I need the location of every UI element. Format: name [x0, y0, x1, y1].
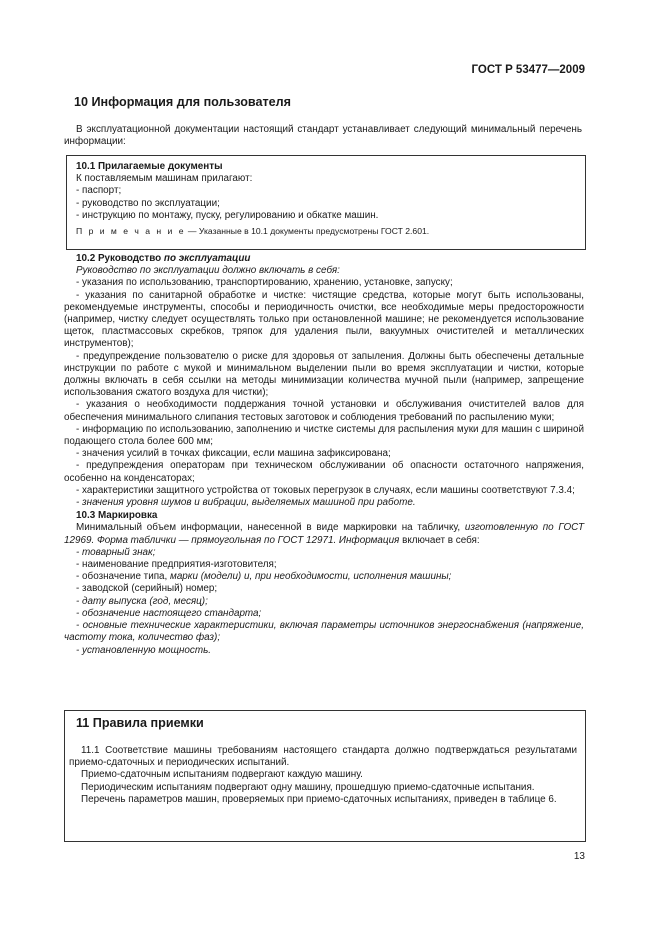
item3-part-a: обозначение типа,	[82, 571, 171, 583]
list-item: - наименование предприятия-изготовителя;	[64, 559, 584, 571]
section-11-p3: Периодическим испытаниям подвергают одну машину, прошедшую приемо-сдаточные испытания.	[81, 781, 535, 793]
section-10-title: 10 Информация для пользователя	[74, 95, 292, 109]
subsection-10-1-box	[66, 155, 586, 250]
list-item: - инструкцию по монтажу, пуску, регулированию и обкатке машин.	[76, 210, 576, 222]
subsection-10-2	[64, 253, 584, 657]
list-item: - предупреждения операторам при техническом обслуживании об опасности остаточного напряжения, особенно на конденсаторах;	[64, 460, 584, 484]
subsection-10-3-lead	[64, 522, 584, 546]
list-item: - заводской (серийный) номер;	[64, 583, 584, 595]
section-10-intro	[64, 124, 582, 148]
subsection-10-2-lead: Руководство по эксплуатации должно включать в себя:	[76, 265, 340, 277]
subsection-10-1-heading: 10.1 Прилагаемые документы	[76, 161, 223, 172]
subsection-10-2-heading-num: 10.2 Руководство	[76, 253, 162, 264]
list-item: - значения усилий в точках фиксации, если машина зафиксирована;	[64, 448, 584, 460]
section-11-p2: Приемо-сдаточным испытаниям подвергают каждую машину.	[81, 769, 363, 781]
list-item: - указания по использованию, транспортированию, хранению, установке, запуску;	[64, 277, 584, 289]
page-number: 13	[573, 851, 585, 862]
list-item: - паспорт;	[76, 185, 576, 197]
list-item: - указания по санитарной обработке и чистке: чистящие средства, которые могут быть использованы, рекомендуемые инструменты, способы и периодичность очистки, все необходимые меры предосторожности (например, чистку следует осуществлять только при остановленной машине; не рекомендуется использование щеток, пластмассовых скребков, тряпок для удаления пыли, вакуумных очистителей и металлических инструментов);	[64, 290, 584, 351]
list-item: - обозначение настоящего стандарта;	[64, 608, 584, 620]
subsection-10-1-lead: К поставляемым машинам прилагают:	[76, 173, 253, 185]
section-11-title: 11 Правила приемки	[76, 716, 204, 730]
lead-part-c: включает в себя:	[399, 534, 480, 546]
list-item: - установленную мощность.	[64, 645, 584, 657]
list-item	[64, 571, 584, 583]
subsection-10-2-heading-rest: по эксплуатации	[161, 253, 251, 264]
intro-paragraph: В эксплуатационной документации настоящий стандарт устанавливает следующий минимальный перечень информации:	[64, 124, 582, 148]
list-item: - товарный знак;	[64, 547, 584, 559]
note	[76, 225, 576, 237]
item3-part-b: марки (модели) и, при необходимости, исполнения машины;	[170, 571, 452, 583]
section-11-box	[64, 710, 586, 842]
list-item: - указания о необходимости поддержания точной установки и обслуживания очистителей валов для обеспечения минимального слипания тестовых заготовок и соблюдения требований по распылению муки;	[64, 399, 584, 423]
lead-part-b: изготовленную по ГОСТ 12969. Форма таблички — прямоугольная по ГОСТ 12971. Информация	[64, 522, 584, 546]
list-item: - предупреждение пользователю о риске для здоровья от запыления. Должны быть обеспечены детальные инструкции по работе с мукой и минимальном выделении пыли во время эксплуатации и чистки, которые должны включать в себя ссылки на методы минимизации количества мучной пыли (например, запрещение использования сжатого воздуха для чистки);	[64, 351, 584, 400]
document-id: ГОСТ Р 53477—2009	[471, 64, 585, 76]
subsection-10-3-heading: 10.3 Маркировка	[76, 510, 158, 522]
list-item: - характеристики защитного устройства от токовых перегрузок в случаях, если машины соответствуют 7.3.4;	[64, 485, 584, 497]
list-item: - дату выпуска (год, месяц);	[64, 596, 584, 608]
list-item: - основные технические характеристики, включая параметры источников энергоснабжения (напряжение, частоту тока, количество фаз);	[64, 620, 584, 644]
section-11-p4: Перечень параметров машин, проверяемых при приемо-сдаточных испытаниях, приведен в таблице 6.	[81, 793, 557, 805]
list-item: - информацию по использованию, заполнению и чистке системы для распыления муки для машин с шириной подающего стола более 600 мм;	[64, 424, 584, 448]
note-text: — Указанные в 10.1 документы предусмотрены ГОСТ 2.601.	[185, 226, 430, 237]
lead-part-a: Минимальный объем информации, нанесенной в виде маркировки на табличку,	[76, 522, 465, 534]
section-11-p1: 11.1 Соответствие машины требованиям настоящего стандарта должно подтверждаться результатами приемо-сдаточных и периодических испытаний.	[69, 745, 577, 769]
list-item: - руководство по эксплуатации;	[76, 198, 576, 210]
note-label: П р и м е ч а н и е	[76, 226, 186, 237]
list-item: - значения уровня шумов и вибрации, выделяемых машиной при работе.	[64, 497, 584, 509]
